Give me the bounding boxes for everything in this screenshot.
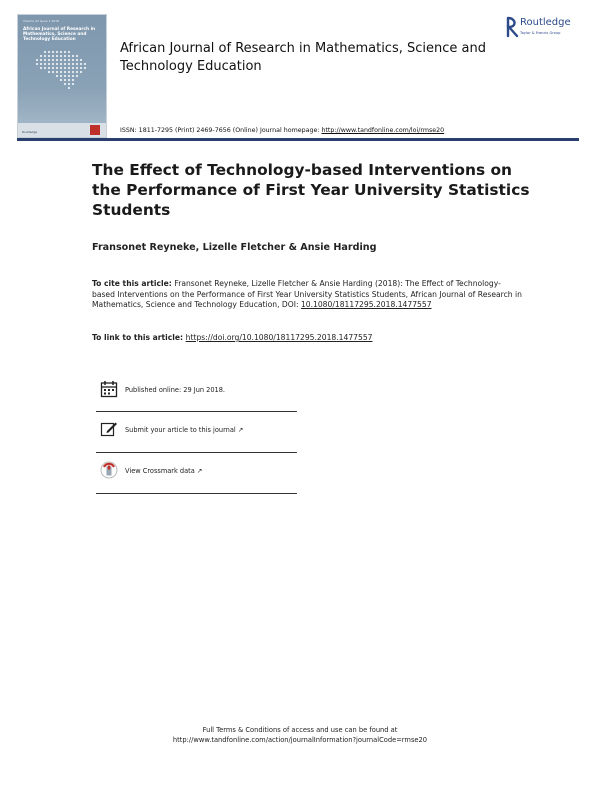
- crossmark-link[interactable]: View Crossmark data ↗: [125, 467, 203, 475]
- row-divider: [96, 493, 297, 494]
- article-authors: Fransonet Reyneke, Lizelle Fletcher & Ansie Harding: [92, 242, 377, 253]
- page-footer: [0, 725, 600, 745]
- issn-line: [120, 127, 444, 134]
- link-label: To link to this article:: [92, 333, 186, 342]
- africa-dot-map-icon: [32, 49, 94, 109]
- external-link-icon: ↗: [196, 467, 203, 475]
- cover-badge-icon: [90, 125, 100, 135]
- article-title: The Effect of Technology-based Interventions on the Performance of First Year University Statistics Students: [92, 161, 530, 219]
- edit-icon: [100, 420, 118, 438]
- publisher-subtitle: Taylor & Francis Group: [520, 31, 561, 35]
- issn-text: ISSN: 1811-7295 (Print) 2469-7656 (Online) Journal homepage:: [120, 127, 322, 134]
- citation-block: [92, 279, 522, 311]
- external-link-icon: ↗: [237, 426, 244, 434]
- footer-terms-text: Full Terms & Conditions of access and use can be found at: [202, 726, 398, 734]
- journal-title: African Journal of Research in Mathematics, Science and Technology Education: [120, 41, 486, 74]
- citation-doi-link[interactable]: 10.1080/18117295.2018.1477557: [300, 300, 432, 309]
- crossmark-icon: [100, 461, 118, 479]
- cover-issue-line: Volume 22 Issue 1 2018: [23, 19, 60, 23]
- journal-homepage-link[interactable]: http://www.tandfonline.com/loi/rmse20: [321, 127, 445, 134]
- calendar-icon: [100, 380, 118, 398]
- article-doi-link[interactable]: https://doi.org/10.1080/18117295.2018.1477557: [185, 333, 373, 342]
- submit-article-link[interactable]: Submit your article to this journal ↗: [125, 426, 244, 434]
- cover-publisher-logo: Routledge: [22, 130, 38, 134]
- header-divider: [17, 138, 579, 141]
- journal-cover-thumbnail: [17, 14, 107, 138]
- article-link-block: [92, 333, 372, 342]
- routledge-r-icon: [506, 16, 520, 38]
- citation-text: Fransonet Reyneke, Lizelle Fletcher & Ansie Harding (2018): The Effect of Technology-based Interventions on the Performance of First Year University Statistics Students, African Journal of Research in Mathematics, Science and Technology Education, DOI:: [92, 279, 522, 309]
- footer-terms-link[interactable]: http://www.tandfonline.com/action/journalInformation?journalCode=rmse20: [172, 736, 428, 744]
- routledge-logo: [506, 14, 582, 44]
- citation-label: To cite this article:: [92, 279, 175, 288]
- submit-article-row[interactable]: [96, 412, 297, 452]
- published-online-row: [96, 372, 297, 412]
- cover-title: African Journal of Research in Mathematics, Science and Technology Education: [23, 27, 96, 42]
- publisher-name: Routledge: [520, 17, 571, 28]
- published-online-text: Published online: 29 Jun 2018.: [125, 386, 226, 394]
- crossmark-row[interactable]: [96, 453, 297, 493]
